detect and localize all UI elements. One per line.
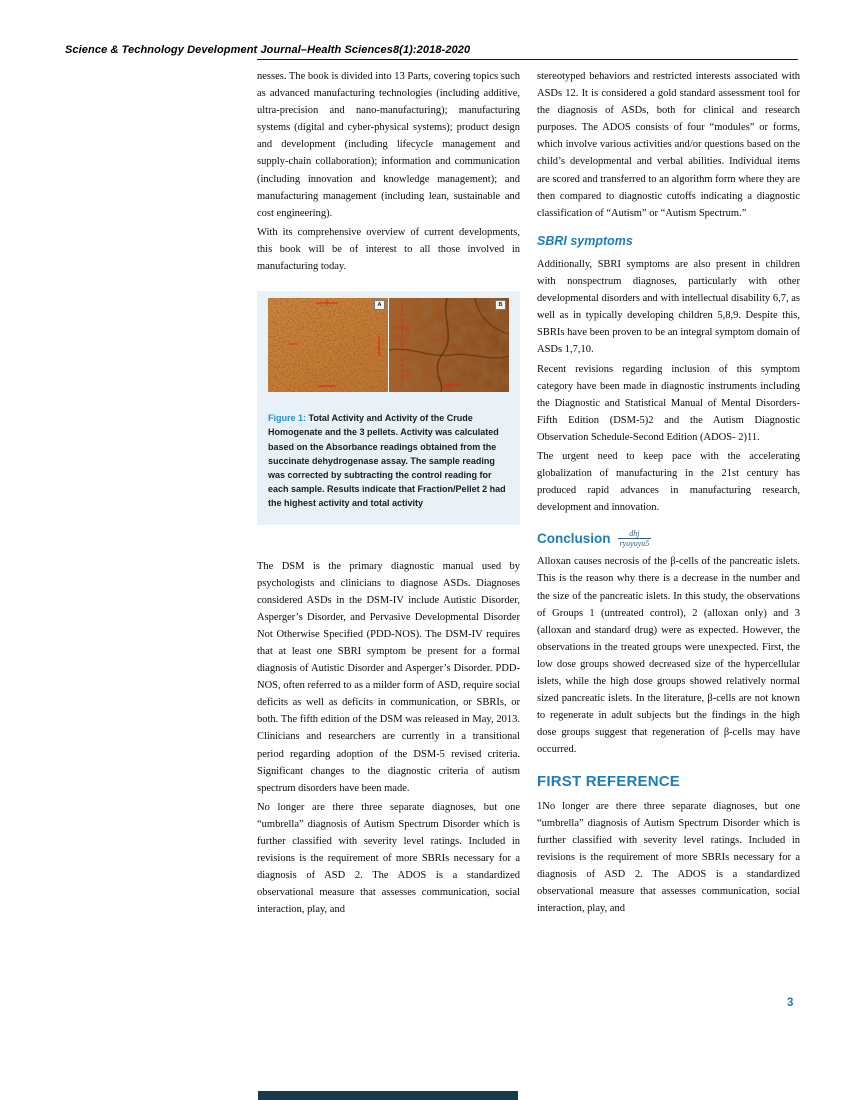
paragraph: nesses. The book is divided into 13 Parts, covering topics such as advanced manufacturing technologies (including additive, ultra-precision and nano-manufacturing); manufacturing systems (digital and cyber-physical systems); product design and development (including lifecycle management and supply-chain collaboration); information and communication (including innovation and knowledge management); and manufacturing management (including lean, sustainable and cost engineering). (257, 71, 520, 219)
figure-panel-b (389, 298, 509, 392)
section-heading-conclusion (537, 529, 800, 548)
paragraph: Alloxan causes necrosis of the β-cells of the pancreatic islets. This is the reason why there is a decrease in the number and the size of the pancreatic islets. In this study, the observations of Groups 1 (untreated control), 2 (alloxan only) and 3 (alloxan and standard drug) were as expected. However, the observations in the treated groups were unexpected. First, the low dose groups showed decreased size of the hypercellular islets, while the high dose groups showed relatively normal sized pancreatic islets. In the literature, β-cells are not known to regenerate in adult subjects but the findings in the high dose groups suggest that regeneration of β-cells may have occurred. (537, 556, 800, 756)
section-heading-first-reference: FIRST REFERENCE (537, 773, 681, 791)
figure-panel-a (268, 298, 388, 392)
figure-box (257, 291, 520, 524)
figure-caption-label: Figure 1: (268, 413, 307, 424)
fraction-denominator: ryuyuyu5 (619, 539, 650, 549)
figure-caption-text: Total Activity and Activity of the Crude Homogenate and the 3 pellets. Activity was calculated based on the Absorbance readings obtained from the succinate dehydrogenase assay. The sample reading was corrected by subtracting the control reading for each sample. Results indicate that Fraction/Pellet 2 had the highest activity and total activity (268, 413, 506, 509)
fraction-numerator: dhj (629, 529, 640, 539)
paragraph: With its comprehensive overview of current developments, this book will be of interest to all those involved in manufacturing today. (257, 226, 520, 273)
journal-title: Science & Technology Development Journal–Health Sciences8(1):2018-2020 (65, 44, 471, 56)
micrograph-b (389, 298, 509, 392)
paragraph: No longer are there three separate diagnoses, but one “umbrella” diagnosis of Autism Spectrum Disorder which is further classified with severity level ratings. Included in revisions is the requirement of more SBRIs necessary for a diagnosis of ASD 2. The ADOS is a standardized observational measure that assesses communication, social interaction, play, and (257, 801, 520, 916)
right-column (537, 68, 800, 919)
micrograph-a (268, 298, 388, 392)
paragraph: Recent revisions regarding inclusion of this symptom category have been made in diagnostic instruments including the Diagnostic and Statistical Manual of Mental Disorders-Fifth Edition (DSM-5)2 and the Autism Diagnostic Observation Schedule-Second Edition (ADOS- 2)11. (537, 363, 800, 443)
section-heading-sbri: SBRI symptoms (537, 233, 633, 248)
figure-image (268, 298, 509, 392)
panel-label-a: A (374, 300, 385, 310)
paragraph: The DSM is the primary diagnostic manual used by psychologists and clinicians to diagnose ASDs. Diagnoses considered ASDs in the DSM-IV include Autistic Disorder, Asperger’s Disorder, and Pervasive Developmental Disorder Not Otherwise Specified (PDD-NOS). The DSM-IV requires that at least one SBRI symptom be present for a formal diagnosis of Autistic Disorder and Asperger’s Disorder. PDD-NOS, often referred to as a milder form of ASD, require social deficits as well as deficits in communication, or SBRIs, or both. The fifth edition of the DSM was released in May, 2013. Clinicians and researchers are currently in a transitional period regarding adoption of the DSM-5 revised criteria. Significant changes to the diagnostic criteria of autism spectrum disorders have been made. (257, 560, 520, 794)
paragraph: Additionally, SBRI symptoms are also present in children with nonspectrum diagnoses, particularly with other developmental disorders and with intellectual disability 6,7, as well as in typically developing children 5,8,9. Despite this, SBRIs have been proven to be an integral symptom domain of ASDs 1,7,10. (537, 258, 800, 356)
left-column (257, 68, 520, 921)
footer-bar (258, 1091, 518, 1100)
conclusion-fraction (618, 529, 652, 548)
paragraph: The urgent need to keep pace with the accelerating globalization of manufacturing in the 21st century has produced rapid advances in manufacturing research, development and innovation. (537, 450, 800, 514)
paragraph: 1No longer are there three separate diagnoses, but one “umbrella” diagnosis of Autism Spectrum Disorder which is further classified with severity level ratings. Included in revisions is the requirement of more SBRIs necessary for a diagnosis of ASD 2. The ADOS is a standardized observational measure that assesses communication, social interaction, play, and (537, 800, 800, 915)
figure-caption (268, 411, 509, 510)
panel-label-b: B (495, 300, 506, 310)
conclusion-heading-text: Conclusion (537, 531, 611, 547)
paragraph: stereotyped behaviors and restricted interests associated with ASDs 12. It is considered a gold standard assessment tool for the diagnosis of ASDs, both for clinical and research purposes. The ADOS consists of four “modules” or forms, which involve various activities and/or questions based on the child’s developmental and verbal abilities. Individual items are scored and transferred to an algorithm form where they are then compared to diagnostic cutoffs indicating a diagnostic classification of “Autism” or “Autism Spectrum.” (537, 71, 800, 219)
header-rule (257, 59, 798, 60)
page-number: 3 (787, 997, 794, 1009)
